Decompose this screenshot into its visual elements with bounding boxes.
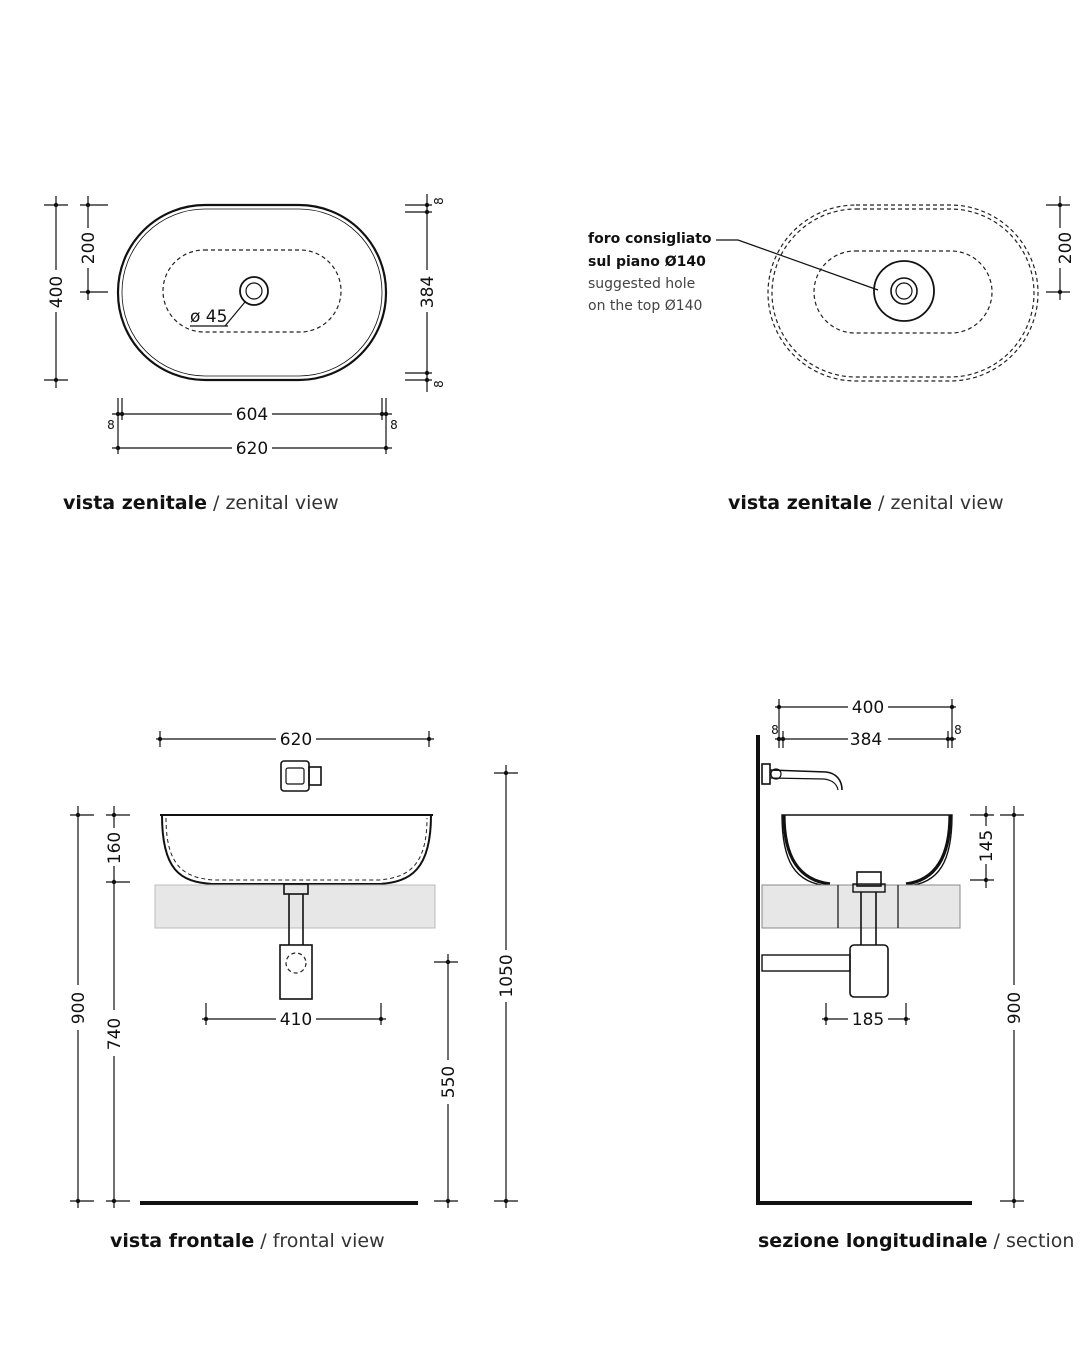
dim-550: 550 (439, 1065, 459, 1099)
dim-tick (116, 446, 120, 450)
dim-tick (1058, 203, 1062, 207)
dim-tick (86, 203, 90, 207)
drain-hole-inner-2 (896, 283, 912, 299)
caption-zenital-2: vista zenitale / zenital view (728, 492, 1004, 514)
dim-tick (116, 412, 120, 416)
basin-outline-top (118, 205, 386, 380)
dim-900-front: 900 (69, 991, 89, 1025)
dim-tick (76, 813, 80, 817)
dim-tick (384, 412, 388, 416)
dim-200: 200 (79, 231, 99, 265)
dim-8-right: 8 (390, 418, 398, 432)
dim-400: 400 (47, 275, 67, 309)
dim-tick (984, 813, 988, 817)
dim-tick (1012, 1199, 1016, 1203)
basin-outline-dashed (768, 205, 1038, 381)
dim-tick (380, 412, 384, 416)
dim-384-section: 384 (849, 730, 883, 750)
section-view (756, 698, 1074, 1252)
dim-tick (112, 1199, 116, 1203)
note-it-line-1: foro consigliato (588, 231, 712, 247)
dim-tick (504, 771, 508, 775)
dim-tick (425, 371, 429, 375)
dim-tick (112, 880, 116, 884)
dim-tick (86, 290, 90, 294)
dim-900-section: 900 (1005, 991, 1025, 1025)
dim-8-left: 8 (107, 418, 115, 432)
basin-front-inner (166, 818, 427, 880)
dim-tick (379, 1017, 383, 1021)
caption-zenital-1: vista zenitale / zenital view (63, 492, 339, 514)
dim-tick (204, 1017, 208, 1021)
dim-384: 384 (418, 275, 438, 309)
dim-tick (425, 203, 429, 207)
top-view-dimensioned (44, 194, 446, 514)
basin-inner-outline-top (122, 209, 382, 376)
hole-leader (225, 302, 245, 326)
dim-tick (54, 378, 58, 382)
dim-200-right: 200 (1056, 231, 1076, 265)
dim-tick (120, 412, 124, 416)
dim-tick (446, 1199, 450, 1203)
dim-tick (76, 1199, 80, 1203)
note-it-line-2: sul piano Ø140 (588, 254, 706, 270)
note-en-line-2: on the top Ø140 (588, 298, 703, 314)
dim-620: 620 (235, 439, 269, 459)
dim-tick (54, 203, 58, 207)
siphon-cap (286, 953, 306, 973)
top-view-suggested-hole (588, 196, 1076, 514)
dim-tick (904, 1017, 908, 1021)
caption-frontal: vista frontale / frontal view (110, 1230, 385, 1252)
wall-spout-icon (762, 764, 842, 790)
caption-section: sezione longitudinale / section (758, 1230, 1075, 1252)
dim-400-section: 400 (851, 698, 885, 718)
dim-8-section-left: 8 (771, 723, 779, 737)
front-view (69, 730, 518, 1252)
basin-outline-dashed-inner (772, 209, 1034, 377)
dim-tick (1058, 290, 1062, 294)
suggested-hole-140 (874, 261, 934, 321)
dim-160: 160 (105, 831, 125, 865)
dim-tick (950, 705, 954, 709)
dim-tick (984, 878, 988, 882)
dim-tick (946, 737, 950, 741)
note-en-line-1: suggested hole (588, 276, 696, 292)
waste-pipe (762, 955, 850, 971)
dim-tick (824, 1017, 828, 1021)
drain-hole-outer-2 (891, 278, 917, 304)
dim-740: 740 (105, 1017, 125, 1051)
dim-410: 410 (279, 1010, 313, 1030)
basin-section-wall (784, 815, 950, 884)
dim-tick (427, 737, 431, 741)
dim-185: 185 (851, 1010, 885, 1030)
dim-8-bottom: 8 (432, 380, 446, 388)
dim-tick (777, 705, 781, 709)
dim-tick (777, 737, 781, 741)
dim-tick (112, 813, 116, 817)
siphon-section (850, 945, 888, 997)
drain-hole-outer (240, 277, 268, 305)
dim-tick (781, 737, 785, 741)
dim-tick (425, 378, 429, 382)
dim-tick (158, 737, 162, 741)
siphon-trap (280, 945, 312, 999)
dim-8-top: 8 (432, 197, 446, 205)
drain-hole-inner (246, 283, 262, 299)
dim-tick (950, 737, 954, 741)
note-leader (716, 240, 878, 290)
dim-145: 145 (977, 829, 997, 863)
dim-tick (446, 960, 450, 964)
hole-diameter-label: ø 45 (190, 307, 228, 327)
tap-icon (281, 761, 321, 791)
dim-604: 604 (235, 405, 269, 425)
dim-620-front: 620 (279, 730, 313, 750)
dim-tick (1012, 813, 1016, 817)
basin-front-profile (162, 815, 431, 884)
dim-8-section-right: 8 (954, 723, 962, 737)
dim-tick (384, 446, 388, 450)
dim-tick (425, 210, 429, 214)
dim-tick (504, 1199, 508, 1203)
dim-1050: 1050 (497, 954, 517, 998)
countertop (155, 885, 435, 928)
